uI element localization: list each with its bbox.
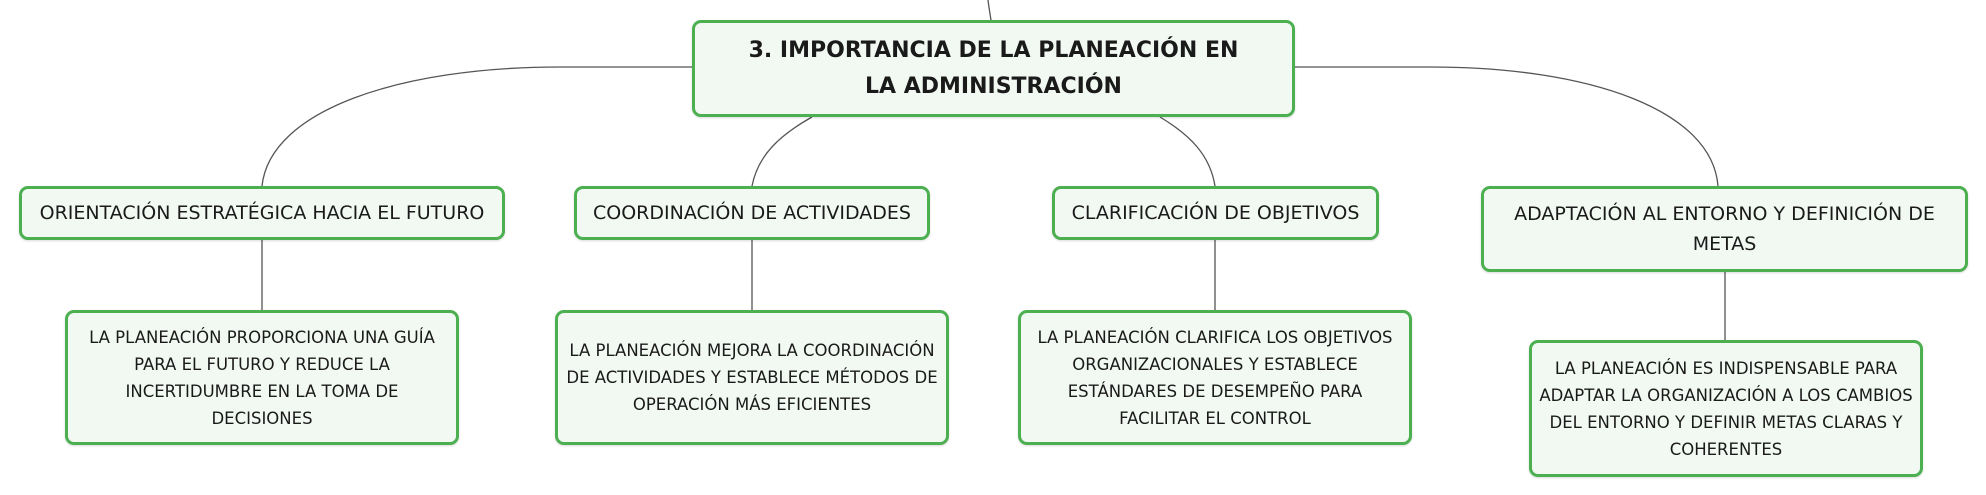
detail-text: LA PLANEACIÓN CLARIFICA LOS OBJETIVOS ORGANIZACIONALES Y ESTABLECE ESTÁNDARES DE DESEMPEÑO PARA FACILITAR EL CONTROL <box>1037 327 1393 428</box>
branch-topic-label: COORDINACIÓN DE ACTIVIDADES <box>593 202 911 224</box>
connector-parent <box>988 0 991 20</box>
connector-central-to-branch-2 <box>752 117 812 186</box>
branch-topic-label: ADAPTACIÓN AL ENTORNO Y DEFINICIÓN DE METAS <box>1514 203 1935 255</box>
branch-topic-label: CLARIFICACIÓN DE OBJETIVOS <box>1071 202 1360 224</box>
detail-text: LA PLANEACIÓN PROPORCIONA UNA GUÍA PARA EL FUTURO Y REDUCE LA INCERTIDUMBRE EN LA TOMA DE DECISIONES <box>89 327 435 428</box>
branch-topic-label: ORIENTACIÓN ESTRATÉGICA HACIA EL FUTURO <box>39 202 485 224</box>
detail-node-coordinacion[interactable] <box>555 310 949 445</box>
branch-topic-adaptacion[interactable] <box>1481 186 1968 272</box>
detail-text: LA PLANEACIÓN MEJORA LA COORDINACIÓN DE ACTIVIDADES Y ESTABLECE MÉTODOS DE OPERACIÓN MÁS EFICIENTES <box>566 341 938 414</box>
connector-central-to-branch-3 <box>1160 117 1215 186</box>
detail-text: LA PLANEACIÓN ES INDISPENSABLE PARA ADAPTAR LA ORGANIZACIÓN A LOS CAMBIOS DEL ENTORNO Y DEFINIR METAS CLARAS Y COHERENTES <box>1539 358 1913 459</box>
branch-topic-orientacion[interactable] <box>19 186 505 240</box>
detail-node-adaptacion[interactable] <box>1529 340 1923 477</box>
branch-topic-coordinacion[interactable] <box>574 186 930 240</box>
detail-node-orientacion[interactable] <box>65 310 459 445</box>
central-topic-node[interactable] <box>692 20 1295 117</box>
detail-node-clarificacion[interactable] <box>1018 310 1412 445</box>
connector-central-to-branch-1 <box>262 67 695 186</box>
branch-topic-clarificacion[interactable] <box>1052 186 1379 240</box>
central-topic-label: 3. IMPORTANCIA DE LA PLANEACIÓN EN LA ADMINISTRACIÓN <box>748 37 1239 99</box>
connector-central-to-branch-4 <box>1294 67 1718 186</box>
